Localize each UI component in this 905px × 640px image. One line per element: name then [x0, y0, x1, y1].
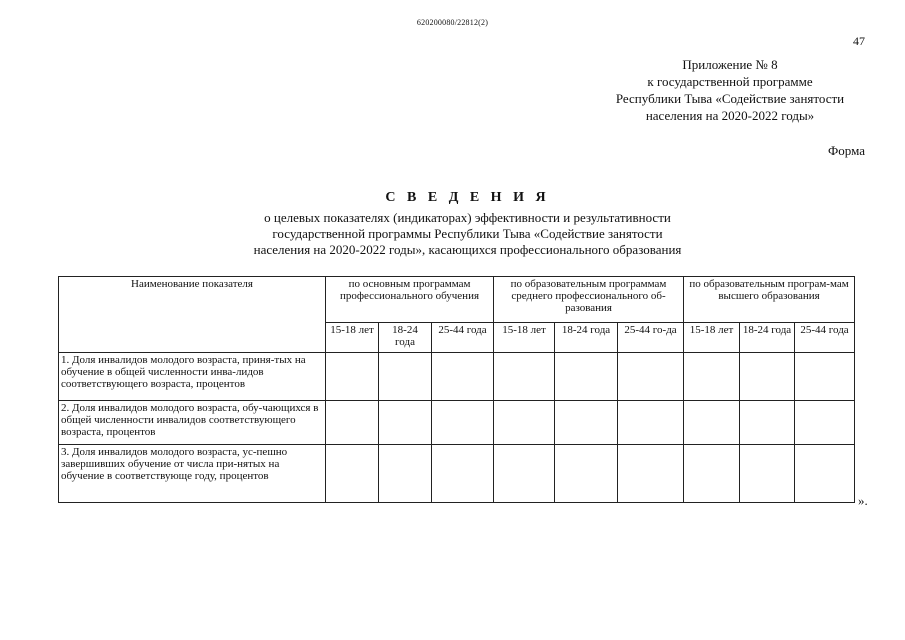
row-indicator-name: 2. Доля инвалидов молодого возраста, обу-чающихся в общей численности инвалидов соответствующего возраста, процентов: [59, 401, 326, 445]
subheader-age: 25-44 года: [795, 323, 855, 353]
document-id: 620200080/22812(2): [416, 18, 489, 27]
table-cell: [379, 445, 432, 503]
header-group-secondary-professional: по образовательным программам среднего профессионального об-разования: [494, 277, 684, 323]
header-group-higher-education: по образовательным програм-мам высшего образования: [684, 277, 855, 323]
table-cell: [740, 353, 795, 401]
table-cell: [684, 401, 740, 445]
table-cell: [379, 353, 432, 401]
appendix-line: Республики Тыва «Содействие занятости: [615, 91, 845, 106]
table-cell: [618, 353, 684, 401]
subheader-age: 18-24 года: [555, 323, 618, 353]
subheader-age: 15-18 лет: [684, 323, 740, 353]
subtitle-line: населения на 2020-2022 годы», касающихся профессионального образования: [253, 242, 682, 257]
table-row: [59, 353, 855, 401]
table-cell: [684, 445, 740, 503]
appendix-block: [560, 56, 900, 124]
table-cell: [326, 445, 379, 503]
subheader-age: 15-18 лет: [494, 323, 555, 353]
subheader-age: 18-24 года: [740, 323, 795, 353]
table-header-row: [59, 277, 855, 323]
table-cell: [740, 401, 795, 445]
table-row: [59, 401, 855, 445]
row-indicator-name: 1. Доля инвалидов молодого возраста, приня-тых на обучение в общей численности инва-лидов соответствующего возраста, процентов: [59, 353, 326, 401]
appendix-line: Приложение № 8: [682, 57, 778, 72]
row-indicator-name: 3. Доля инвалидов молодого возраста, ус-пешно завершивших обучение от числа при-нятых на обучение в соответствующе году, процентов: [59, 445, 326, 503]
table-cell: [795, 445, 855, 503]
page-number: 47: [853, 34, 865, 48]
header-group-vocational-training: по основным программам профессионального обучения: [326, 277, 494, 323]
appendix-line: населения на 2020-2022 годы»: [645, 108, 815, 123]
subtitle-line: государственной программы Республики Тыва «Содействие занятости: [272, 226, 663, 241]
subheader-age: 15-18 лет: [326, 323, 379, 353]
table-cell: [432, 353, 494, 401]
table-cell: [494, 401, 555, 445]
appendix-line: к государственной программе: [647, 74, 813, 89]
table-cell: [379, 401, 432, 445]
subtitle-line: о целевых показателях (индикаторах) эффективности и результативности: [264, 210, 671, 225]
table-cell: [555, 445, 618, 503]
closing-quote-mark: ».: [858, 493, 868, 508]
table-cell: [684, 353, 740, 401]
table-cell: [432, 445, 494, 503]
header-indicator-name: Наименование показателя: [59, 277, 326, 353]
table-cell: [740, 445, 795, 503]
table-cell: [494, 353, 555, 401]
subheader-age: 25-44 года: [432, 323, 494, 353]
indicators-table: [58, 276, 855, 503]
table-cell: [795, 401, 855, 445]
table-cell: [555, 401, 618, 445]
document-subtitle: [0, 210, 905, 258]
document-title: С В Е Д Е Н И Я: [385, 190, 550, 205]
table-cell: [618, 445, 684, 503]
table-cell: [555, 353, 618, 401]
form-label: Форма: [828, 143, 865, 158]
table-cell: [326, 401, 379, 445]
table-cell: [326, 353, 379, 401]
table-cell: [432, 401, 494, 445]
subheader-age: 18-24 года: [379, 323, 432, 353]
subheader-age: 25-44 го-да: [618, 323, 684, 353]
table-cell: [494, 445, 555, 503]
table-cell: [618, 401, 684, 445]
table-cell: [795, 353, 855, 401]
table-row: [59, 445, 855, 503]
